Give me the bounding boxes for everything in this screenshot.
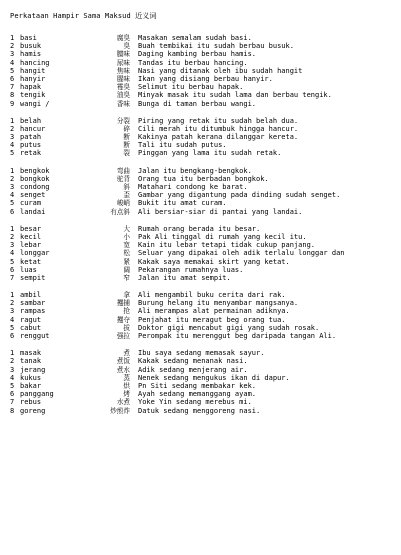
- example-sentence: Nasi yang ditanak oleh ibu sudah hangit: [138, 66, 303, 75]
- chinese-meaning: 松: [123, 249, 130, 258]
- malay-word: kecil: [20, 232, 42, 241]
- example-sentence: Matahari condong ke barat.: [138, 183, 248, 191]
- example-sentence: Pekarangan rumahnya luas.: [138, 265, 244, 274]
- entry-number: 4: [10, 191, 15, 200]
- chinese-meaning: 尿味: [116, 58, 130, 67]
- example-sentence: Datuk sedang menggoreng nasi.: [138, 406, 261, 415]
- chinese-meaning: 炒煎炸: [110, 406, 130, 415]
- vocab-group: [10, 34, 395, 108]
- chinese-meaning: 腥味: [116, 74, 130, 83]
- vocab-row: [10, 266, 395, 274]
- example-sentence: Penjahat itu meragut beg orang tua.: [138, 315, 286, 324]
- malay-word: sambar: [20, 299, 46, 308]
- example-sentence: Selimut itu berbau hapak.: [138, 83, 244, 92]
- entry-number: 4: [10, 373, 15, 382]
- example-sentence: Piring yang retak itu sudah belah dua.: [138, 116, 299, 125]
- vocab-row: [10, 191, 395, 199]
- page-title: Perkataan Hampir Sama Maksud 近义词: [10, 12, 157, 20]
- malay-word: hancing: [20, 58, 50, 67]
- chinese-meaning: 煮饭: [116, 357, 130, 366]
- vocab-row: [10, 133, 395, 141]
- malay-word: ragut: [20, 315, 42, 324]
- malay-word: tengik: [20, 91, 46, 100]
- malay-word: bongkok: [20, 174, 50, 183]
- example-sentence: Rumah orang berada itu besar.: [138, 224, 261, 233]
- example-sentence: Kakak saya memakai skirt yang ketat.: [138, 257, 290, 266]
- entry-number: 5: [10, 199, 15, 208]
- vocab-group: [10, 167, 395, 216]
- vocab-row: [10, 59, 395, 67]
- vocab-row: [10, 241, 395, 249]
- entry-number: 1: [10, 349, 15, 358]
- malay-word: jerang: [20, 365, 46, 374]
- vocab-row: [10, 225, 395, 233]
- example-sentence: Ibu saya sedang memasak sayur.: [138, 349, 265, 358]
- entry-number: 2: [10, 357, 15, 366]
- malay-word: curam: [20, 199, 42, 208]
- malay-word: belah: [20, 116, 42, 125]
- entry-number: 3: [10, 183, 15, 191]
- example-sentence: Ikan yang disiang berbau hanyir.: [138, 74, 273, 83]
- entry-number: 6: [10, 74, 15, 83]
- malay-word: busuk: [20, 42, 42, 51]
- example-sentence: Gambar yang digantung pada dinding sudah senget.: [138, 191, 341, 200]
- chinese-meaning: 烘: [123, 381, 130, 390]
- chinese-meaning: 腐臭: [116, 34, 130, 42]
- entry-number: 5: [10, 257, 15, 266]
- vocab-row: [10, 34, 395, 42]
- vocab-row: [10, 258, 395, 266]
- vocab-row: [10, 274, 395, 282]
- entry-number: 7: [10, 398, 15, 407]
- malay-word: senget: [20, 191, 46, 200]
- chinese-meaning: 煮水: [116, 365, 130, 374]
- example-sentence: Orang tua itu berbadan bongkok.: [138, 174, 269, 183]
- entry-number: 3: [10, 241, 15, 250]
- vocab-row: [10, 407, 395, 415]
- vocab-row: [10, 50, 395, 58]
- example-sentence: Daging kambing berbau hamis.: [138, 50, 257, 59]
- example-sentence: Pn Siti sedang membakar kek.: [138, 381, 257, 390]
- example-sentence: Perompak itu merenggut beg daripada tangan Ali.: [138, 332, 337, 340]
- malay-word: hancur: [20, 124, 46, 133]
- vocab-row: [10, 125, 395, 133]
- entry-number: 1: [10, 166, 15, 175]
- malay-word: lebar: [20, 241, 42, 250]
- malay-word: rampas: [20, 307, 46, 316]
- entry-number: 3: [10, 307, 15, 316]
- chinese-meaning: 歪: [123, 191, 130, 200]
- malay-word: basi: [20, 34, 37, 42]
- chinese-meaning: 臭: [123, 42, 130, 51]
- entry-number: 1: [10, 34, 15, 42]
- entry-number: 3: [10, 365, 15, 374]
- malay-word: bengkok: [20, 166, 50, 175]
- entry-number: 5: [10, 149, 15, 158]
- malay-word: bakar: [20, 381, 42, 390]
- entry-number: 5: [10, 381, 15, 390]
- malay-word: retak: [20, 149, 42, 158]
- vocab-row: [10, 316, 395, 324]
- chinese-meaning: 裂: [123, 149, 130, 158]
- example-sentence: Ayah sedang memanggang ayam.: [138, 390, 257, 399]
- example-sentence: Ali merampas alat permainan adiknya.: [138, 307, 290, 316]
- chinese-meaning: 峻峭: [116, 199, 130, 208]
- vocab-row: [10, 83, 395, 91]
- vocab-row: [10, 398, 395, 406]
- chinese-meaning: 分裂: [116, 116, 130, 125]
- example-sentence: Adik sedang menjerang air.: [138, 365, 248, 374]
- malay-word: condong: [20, 183, 50, 191]
- entry-number: 7: [10, 83, 15, 92]
- example-sentence: Tandas itu berbau hancing.: [138, 58, 248, 67]
- example-sentence: Burung helang itu menyambar mangsanya.: [138, 299, 299, 308]
- vocab-row: [10, 141, 395, 149]
- vocab-row: [10, 299, 395, 307]
- malay-word: renggut: [20, 332, 50, 340]
- vocab-row: [10, 382, 395, 390]
- vocab-row: [10, 390, 395, 398]
- entry-number: 7: [10, 273, 15, 282]
- example-sentence: Seluar yang dipakai oleh adik terlalu longgar dan: [138, 249, 345, 258]
- entry-number: 5: [10, 66, 15, 75]
- example-sentence: Doktor gigi mencabut gigi yang sudah rosak.: [138, 323, 320, 332]
- chinese-meaning: 膻味: [116, 50, 130, 59]
- example-sentence: Cili merah itu ditumbuk hingga hancur.: [138, 124, 299, 133]
- entry-number: 6: [10, 265, 15, 274]
- example-sentence: Bukit itu amat curam.: [138, 199, 227, 208]
- entry-number: 4: [10, 58, 15, 67]
- entry-number: 3: [10, 50, 15, 59]
- chinese-meaning: 大: [123, 224, 130, 233]
- chinese-meaning: 蒸: [123, 373, 130, 382]
- malay-word: panggang: [20, 390, 54, 399]
- entry-number: 4: [10, 249, 15, 258]
- chinese-meaning: 强拉: [116, 332, 130, 340]
- entry-number: 8: [10, 91, 15, 100]
- chinese-meaning: 断: [123, 141, 130, 150]
- chinese-meaning: 小: [123, 232, 130, 241]
- example-sentence: Kakak sedang menanak nasi.: [138, 357, 248, 366]
- chinese-meaning: 有点斜: [110, 207, 130, 216]
- example-sentence: Jalan itu amat sempit.: [138, 273, 231, 282]
- entry-number: 2: [10, 299, 15, 308]
- malay-word: masak: [20, 349, 42, 358]
- chinese-meaning: 碎: [123, 124, 130, 133]
- malay-word: cabut: [20, 323, 42, 332]
- malay-word: hanyir: [20, 74, 46, 83]
- entry-number: 2: [10, 174, 15, 183]
- vocab-row: [10, 324, 395, 332]
- entry-number: 6: [10, 332, 15, 340]
- vocab-row: [10, 208, 395, 216]
- malay-word: wangi /: [20, 99, 50, 108]
- example-sentence: Nenek sedang mengukus ikan di dapur.: [138, 373, 290, 382]
- malay-word: hapak: [20, 83, 42, 92]
- malay-word: hamis: [20, 50, 42, 59]
- example-sentence: Tali itu sudah putus.: [138, 141, 227, 150]
- chinese-meaning: 拔: [123, 323, 130, 332]
- example-sentence: Bunga di taman berbau wangi.: [138, 99, 257, 108]
- chinese-meaning: 断: [123, 133, 130, 142]
- example-sentence: Minyak masak itu sudah lama dan berbau tengik.: [138, 91, 332, 100]
- example-sentence: Yoke Yin sedang merebus mi.: [138, 398, 252, 407]
- chinese-meaning: 霉臭: [116, 83, 130, 92]
- vocab-group: [10, 117, 395, 158]
- chinese-meaning: 水煮: [116, 398, 130, 407]
- vocab-row: [10, 149, 395, 157]
- chinese-meaning: 焦味: [116, 66, 130, 75]
- vocab-group: [10, 291, 395, 340]
- vocab-row: [10, 91, 395, 99]
- malay-word: landai: [20, 207, 46, 216]
- vocab-row: [10, 233, 395, 241]
- entry-number: 6: [10, 207, 15, 216]
- example-sentence: Ali bersiar-siar di pantai yang landai.: [138, 207, 303, 216]
- vocab-row: [10, 117, 395, 125]
- entry-number: 8: [10, 406, 15, 415]
- vocab-row: [10, 374, 395, 382]
- vocab-row: [10, 100, 395, 108]
- entry-number: 1: [10, 116, 15, 125]
- vocab-row: [10, 183, 395, 191]
- example-sentence: Kain itu lebar tetapi tidak cukup panjang.: [138, 241, 316, 250]
- chinese-meaning: 抢: [123, 307, 130, 316]
- malay-word: kukus: [20, 373, 42, 382]
- malay-word: rebus: [20, 398, 42, 407]
- vocab-group: [10, 225, 395, 282]
- chinese-meaning: 宽: [123, 241, 130, 250]
- malay-word: goreng: [20, 406, 46, 415]
- vocab-row: [10, 357, 395, 365]
- entry-number: 6: [10, 390, 15, 399]
- malay-word: ketat: [20, 257, 42, 266]
- entry-number: 2: [10, 124, 15, 133]
- chinese-meaning: 窄: [123, 273, 130, 282]
- malay-word: hangit: [20, 66, 46, 75]
- entry-number: 5: [10, 323, 15, 332]
- chinese-meaning: 攫夺: [116, 315, 130, 324]
- chinese-meaning: 斜: [123, 183, 130, 191]
- entry-number: 4: [10, 141, 15, 150]
- entry-number: 1: [10, 291, 15, 300]
- example-sentence: Jalan itu bengkang-bengkok.: [138, 166, 252, 175]
- vocab-row: [10, 307, 395, 315]
- vocab-row: [10, 291, 395, 299]
- malay-word: luas: [20, 265, 37, 274]
- entry-number: 2: [10, 232, 15, 241]
- malay-word: patah: [20, 133, 42, 142]
- malay-word: longgar: [20, 249, 50, 258]
- chinese-meaning: 烤: [123, 390, 130, 399]
- chinese-meaning: 煮: [123, 349, 130, 358]
- vocab-row: [10, 349, 395, 357]
- example-sentence: Pinggan yang lama itu sudah retak.: [138, 149, 282, 158]
- chinese-meaning: 弯曲: [116, 166, 130, 175]
- chinese-meaning: 紧: [123, 257, 130, 266]
- vocab-row: [10, 42, 395, 50]
- entry-number: 3: [10, 133, 15, 142]
- vocab-row: [10, 366, 395, 374]
- malay-word: tanak: [20, 357, 42, 366]
- chinese-meaning: 拿: [123, 291, 130, 300]
- vocab-row: [10, 67, 395, 75]
- entry-number: 2: [10, 42, 15, 51]
- example-sentence: Buah tembikai itu sudah berbau busuk.: [138, 42, 294, 51]
- malay-word: ambil: [20, 291, 42, 300]
- chinese-meaning: 阔: [123, 265, 130, 274]
- chinese-meaning: 驼背: [116, 174, 130, 183]
- example-sentence: Pak Ali tinggal di rumah yang kecil itu.: [138, 232, 307, 241]
- entry-number: 9: [10, 99, 15, 108]
- malay-word: sempit: [20, 273, 46, 282]
- malay-word: besar: [20, 224, 42, 233]
- vocab-group: [10, 349, 395, 415]
- example-sentence: Kakinya patah kerana dilanggar kereta.: [138, 133, 299, 142]
- chinese-meaning: 香味: [116, 99, 130, 108]
- chinese-meaning: 油臭: [116, 91, 130, 100]
- vocab-row: [10, 332, 395, 340]
- vocab-row: [10, 199, 395, 207]
- chinese-meaning: 攫捕: [116, 299, 130, 308]
- vocabulary-groups: [10, 34, 395, 415]
- malay-word: putus: [20, 141, 42, 150]
- vocab-row: [10, 167, 395, 175]
- entry-number: 4: [10, 315, 15, 324]
- vocab-row: [10, 175, 395, 183]
- entry-number: 1: [10, 224, 15, 233]
- document-page: [10, 12, 395, 424]
- vocab-row: [10, 75, 395, 83]
- example-sentence: Masakan semalam sudah basi.: [138, 34, 252, 42]
- vocab-row: [10, 249, 395, 257]
- example-sentence: Ali mengambil buku cerita dari rak.: [138, 291, 286, 300]
